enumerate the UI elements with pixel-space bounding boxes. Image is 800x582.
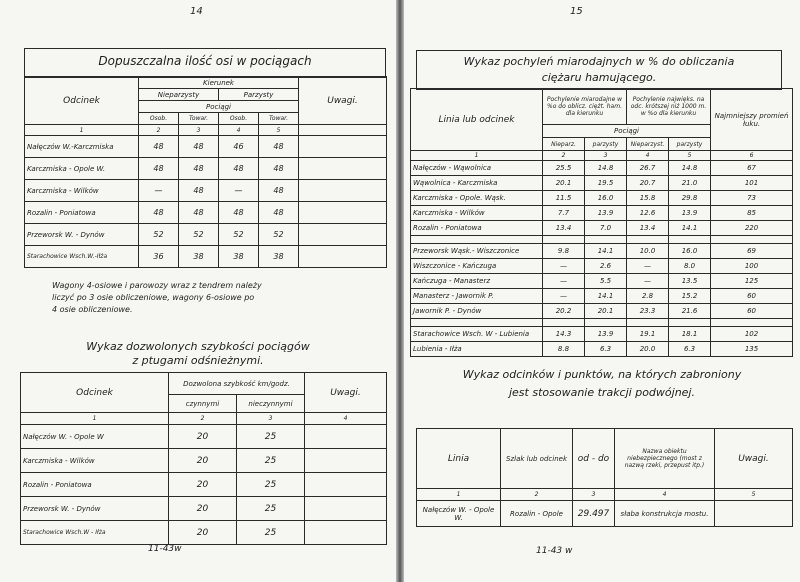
gradients-row-name: Karczmiska - Opole. Wąsk.: [411, 191, 543, 206]
gradients-cell: [669, 236, 711, 244]
gradients-row-name: Karczmiska - Wilków: [411, 206, 543, 221]
speeds-cell: 20: [169, 425, 237, 449]
speeds-remarks-cell: [305, 449, 387, 473]
axles-cell: 48: [259, 158, 299, 180]
gradients-cell: 60: [711, 289, 793, 304]
gradients-col-number: 3: [585, 151, 627, 161]
gradients-cell: [585, 319, 627, 327]
gradients-cell: 14.1: [669, 221, 711, 236]
gradients-cell: 13.4: [543, 221, 585, 236]
dangers-title-line1: Wykaz odcinków i punktów, na których zabroniony: [462, 368, 742, 381]
gradients-cell: [543, 319, 585, 327]
gradients-cell: 8.8: [543, 342, 585, 357]
gradients-cell: 19.1: [627, 327, 669, 342]
table-row: [21, 497, 387, 521]
dangers-table: [416, 428, 793, 527]
table-row: [411, 304, 793, 319]
gradients-header-col-b: Pochylenie najwięks. na odc. krótszej niż 1000 m. w %o dla kierunku: [627, 89, 711, 125]
speeds-title-line1: Wykaz dozwolonych szybkości pociągów: [86, 340, 310, 353]
axles-header-trains: Pociągi: [139, 101, 299, 113]
table-row: [417, 501, 793, 527]
gradients-cell: [627, 236, 669, 244]
table-row: [25, 224, 387, 246]
axles-cell: 46: [219, 136, 259, 158]
speeds-cell: 25: [237, 449, 305, 473]
axles-title-box: [24, 48, 386, 78]
gradients-cell: 102: [711, 327, 793, 342]
speeds-cell: 25: [237, 497, 305, 521]
gradients-cell: 26.7: [627, 161, 669, 176]
axles-cell: 48: [259, 180, 299, 202]
speeds-col-number: 1: [21, 413, 169, 425]
gradients-cell: 2.8: [627, 289, 669, 304]
axles-row-name: Karczmiska - Wilków: [25, 180, 139, 202]
gradients-cell: [711, 236, 793, 244]
footer-left: 11-43w: [148, 544, 182, 554]
dangers-cell-remarks: [715, 501, 793, 527]
gradients-cell: —: [543, 274, 585, 289]
page-number-right: 15: [570, 6, 583, 17]
gradients-cell: 13.9: [585, 327, 627, 342]
gradients-cell: 69: [711, 244, 793, 259]
right-page: [404, 0, 800, 582]
axles-cell: —: [139, 180, 179, 202]
axles-col-number: 4: [219, 125, 259, 136]
table-row: [25, 202, 387, 224]
dangers-header-line: Linia: [417, 429, 501, 489]
table-row: [21, 449, 387, 473]
gradients-col-number: 2: [543, 151, 585, 161]
speeds-row-name: Starachowice Wsch.W - Iłża: [21, 521, 169, 545]
gradients-cell: 19.5: [585, 176, 627, 191]
speeds-header-section: Odcinek: [21, 373, 169, 413]
gradients-cell: 20.7: [627, 176, 669, 191]
gradients-cell: [711, 319, 793, 327]
gradients-cell: 125: [711, 274, 793, 289]
gradients-cell: [669, 319, 711, 327]
speeds-cell: 20: [169, 521, 237, 545]
gradients-cell: 12.6: [627, 206, 669, 221]
axles-cell: 48: [259, 136, 299, 158]
gradients-row-name: Nałęczów - Wąwolnica: [411, 161, 543, 176]
table-row: [411, 161, 793, 176]
gradients-cell: 2.6: [585, 259, 627, 274]
gradients-col-number: 6: [711, 151, 793, 161]
gradients-cell: 20.2: [543, 304, 585, 319]
table-row: [411, 274, 793, 289]
dangers-header-object: Nazwa obiektu niebezpiecznego (most z nazwą rzeki, przepust itp.): [615, 429, 715, 489]
table-row: [25, 136, 387, 158]
axles-note: [52, 280, 262, 316]
gradients-header-trains: Pociągi: [543, 125, 711, 138]
gradients-cell: —: [627, 274, 669, 289]
gradients-cell: [543, 236, 585, 244]
gradients-col-number: 1: [411, 151, 543, 161]
table-row: [411, 342, 793, 357]
gradients-cell: 16.0: [585, 191, 627, 206]
speeds-cell: 20: [169, 497, 237, 521]
gradients-cell: 20.1: [585, 304, 627, 319]
gradients-row-name: Rozalin - Poniatowa: [411, 221, 543, 236]
gradients-row-name: Jawornik P. - Dynów: [411, 304, 543, 319]
gradients-cell: 13.5: [669, 274, 711, 289]
table-row: [411, 191, 793, 206]
gradients-cell: 14.3: [543, 327, 585, 342]
axles-cell: 48: [219, 158, 259, 180]
axles-cell: 48: [139, 202, 179, 224]
gradients-header-parz: parzysty: [669, 138, 711, 151]
table-row: [411, 259, 793, 274]
dangers-header-remarks: Uwagi.: [715, 429, 793, 489]
gradients-cell: —: [627, 259, 669, 274]
dangers-cell-line: Nałęczów W. - Opole W.: [417, 501, 501, 527]
gradients-cell: 6.3: [585, 342, 627, 357]
speeds-header-inactive: nieczynnymi: [237, 395, 305, 413]
speeds-col-number: 4: [305, 413, 387, 425]
table-row: [411, 221, 793, 236]
axles-row-name: Starachowice Wsch.W.-Iłża: [25, 246, 139, 268]
speeds-row-name: Przeworsk W. - Dynów: [21, 497, 169, 521]
gradients-cell: 15.2: [669, 289, 711, 304]
dangers-col-number: 1: [417, 489, 501, 501]
axles-cell: 48: [179, 158, 219, 180]
speeds-col-number: 2: [169, 413, 237, 425]
gradients-row-name: Manasterz - Jawornik P.: [411, 289, 543, 304]
dangers-header-route: Szlak lub odcinek: [501, 429, 573, 489]
axles-header-direction: Kierunek: [139, 77, 299, 89]
axles-cell: 36: [139, 246, 179, 268]
gradients-table: [410, 88, 793, 357]
dangers-cell-object: słaba konstrukcja mostu.: [615, 501, 715, 527]
gradients-header-niep: Nieparz.: [543, 138, 585, 151]
axles-header-towar: Towar.: [179, 113, 219, 125]
axles-note-line: liczyć po 3 osie obliczeniowe, wagony 6-osiowe po: [52, 293, 255, 302]
speeds-cell: 20: [169, 473, 237, 497]
gradients-cell: 18.1: [669, 327, 711, 342]
axles-col-number: 2: [139, 125, 179, 136]
book-spine: [396, 0, 404, 582]
speeds-cell: 25: [237, 425, 305, 449]
axles-cell: 38: [179, 246, 219, 268]
axles-header-towar: Towar.: [259, 113, 299, 125]
table-row: [411, 319, 793, 327]
gradients-cell: 14.8: [585, 161, 627, 176]
axles-col-number: 1: [25, 125, 139, 136]
gradients-header-niep: Nieparzyst.: [627, 138, 669, 151]
dangers-title-line2: jest stosowanie trakcji podwójnej.: [508, 386, 695, 399]
gradients-cell: 21.6: [669, 304, 711, 319]
axles-note-line: Wagony 4-osiowe i parowozy wraz z tendrem należy: [52, 281, 262, 290]
axles-remarks-cell: [299, 180, 387, 202]
axles-header-remarks: Uwagi.: [299, 77, 387, 125]
table-row: [21, 425, 387, 449]
gradients-cell: 11.5: [543, 191, 585, 206]
gradients-cell: 15.8: [627, 191, 669, 206]
gradients-cell: 10.0: [627, 244, 669, 259]
table-row: [411, 327, 793, 342]
axles-title: Dopuszczalna ilość osi w pociągach: [98, 54, 312, 68]
gradients-cell: 7.7: [543, 206, 585, 221]
axles-cell: 38: [259, 246, 299, 268]
gradients-row-name: Lubienia - Iłża: [411, 342, 543, 357]
gradients-cell: 20.0: [627, 342, 669, 357]
axles-remarks-cell: [299, 158, 387, 180]
axles-row-name: Nałęczów W.-Karczmiska: [25, 136, 139, 158]
axles-cell: 48: [219, 202, 259, 224]
speeds-remarks-cell: [305, 497, 387, 521]
dangers-col-number: 5: [715, 489, 793, 501]
dangers-cell-route: Rozalin - Opole: [501, 501, 573, 527]
speeds-remarks-cell: [305, 473, 387, 497]
gradients-cell: 13.9: [585, 206, 627, 221]
speeds-cell: 20: [169, 449, 237, 473]
dangers-col-number: 3: [573, 489, 615, 501]
speeds-row-name: Nałęczów W. - Opole W: [21, 425, 169, 449]
axles-cell: 48: [179, 202, 219, 224]
table-row: [411, 289, 793, 304]
dangers-header-km: od - do: [573, 429, 615, 489]
speeds-row-name: Karczmiska - Wilków: [21, 449, 169, 473]
axles-cell: 48: [259, 202, 299, 224]
axles-header-osob: Osob.: [139, 113, 179, 125]
gradients-cell: 21.0: [669, 176, 711, 191]
gradients-row-name: Wąwolnica - Karczmiska: [411, 176, 543, 191]
speeds-title-line2: z ptugami odśnieżnymi.: [132, 354, 264, 367]
axles-header-osob: Osob.: [219, 113, 259, 125]
gradients-header-line: Linia lub odcinek: [411, 89, 543, 151]
gradients-title-box: [416, 50, 782, 90]
axles-cell: 52: [139, 224, 179, 246]
gradients-cell: 29.8: [669, 191, 711, 206]
gradients-cell: 16.0: [669, 244, 711, 259]
gradients-header-radius: Najmniejszy promień łuku.: [711, 89, 793, 151]
gradients-cell: 20.1: [543, 176, 585, 191]
axles-row-name: Karczmiska - Opole W.: [25, 158, 139, 180]
table-row: [411, 236, 793, 244]
axles-cell: 52: [179, 224, 219, 246]
speeds-header-allowed: Dozwolona szybkość km/godz.: [169, 373, 305, 395]
axles-row-name: Przeworsk W. - Dynów: [25, 224, 139, 246]
dangers-col-number: 2: [501, 489, 573, 501]
table-row: [411, 244, 793, 259]
gradients-row-name: Przeworsk Wąsk.- Wiszczonice: [411, 244, 543, 259]
speeds-table: [20, 372, 387, 545]
speeds-remarks-cell: [305, 521, 387, 545]
footer-right: 11-43 w: [536, 546, 573, 556]
speeds-col-number: 3: [237, 413, 305, 425]
gradients-cell: 23.3: [627, 304, 669, 319]
axles-cell: —: [219, 180, 259, 202]
gradients-header-parz: parzysty: [585, 138, 627, 151]
gradients-cell: 14.1: [585, 289, 627, 304]
gradients-cell: 135: [711, 342, 793, 357]
axles-header-section: Odcinek: [25, 77, 139, 125]
page-number-left: 14: [190, 6, 203, 17]
gradients-title-line1: Wykaz pochyleń miarodajnych w % do obliczania: [463, 55, 735, 68]
axles-header-nieparzysty: Nieparzysty: [139, 89, 219, 101]
gradients-col-number: 5: [669, 151, 711, 161]
gradients-col-number: 4: [627, 151, 669, 161]
gradients-cell: 13.4: [627, 221, 669, 236]
gradients-cell: 9.8: [543, 244, 585, 259]
axles-remarks-cell: [299, 224, 387, 246]
axles-cell: 52: [219, 224, 259, 246]
gradients-cell: —: [543, 259, 585, 274]
gradients-cell: 5.5: [585, 274, 627, 289]
gradients-cell: —: [543, 289, 585, 304]
gradients-cell: 101: [711, 176, 793, 191]
speeds-cell: 25: [237, 473, 305, 497]
gradients-cell: 8.0: [669, 259, 711, 274]
axles-col-number: [299, 125, 387, 136]
gradients-header-col-a: Pochylenie miarodajne w %o do oblicz. ciężt. ham. dla kierunku: [543, 89, 627, 125]
gradients-row-name: Starachowice Wsch. W - Lubienia: [411, 327, 543, 342]
axles-cell: 48: [139, 136, 179, 158]
table-row: [21, 521, 387, 545]
gradients-row-name: Kańczuga - Manasterz: [411, 274, 543, 289]
axles-cell: 48: [179, 180, 219, 202]
axles-remarks-cell: [299, 136, 387, 158]
gradients-cell: 220: [711, 221, 793, 236]
gradients-cell: 85: [711, 206, 793, 221]
gradients-title-line2: ciężaru hamującego.: [541, 71, 657, 84]
axles-table: [24, 76, 387, 268]
axles-cell: 52: [259, 224, 299, 246]
gradients-cell: 7.0: [585, 221, 627, 236]
axles-remarks-cell: [299, 202, 387, 224]
speeds-remarks-cell: [305, 425, 387, 449]
table-row: [411, 206, 793, 221]
gradients-cell: 13.9: [669, 206, 711, 221]
gradients-cell: 14.8: [669, 161, 711, 176]
gradients-row-name: Wiszczonice - Kańczuga: [411, 259, 543, 274]
gradients-cell: 100: [711, 259, 793, 274]
axles-cell: 48: [139, 158, 179, 180]
speeds-row-name: Rozalin - Poniatowa: [21, 473, 169, 497]
gradients-cell: [627, 319, 669, 327]
gradients-cell: 73: [711, 191, 793, 206]
axles-col-number: 3: [179, 125, 219, 136]
table-row: [25, 246, 387, 268]
table-row: [21, 473, 387, 497]
gradients-row-name: [411, 319, 543, 327]
axles-cell: 38: [219, 246, 259, 268]
axles-remarks-cell: [299, 246, 387, 268]
gradients-cell: 14.1: [585, 244, 627, 259]
gradients-cell: 67: [711, 161, 793, 176]
gradients-cell: [585, 236, 627, 244]
axles-note-line: 4 osie obliczeniowe.: [52, 305, 133, 314]
gradients-cell: 6.3: [669, 342, 711, 357]
speeds-header-active: czynnymi: [169, 395, 237, 413]
speeds-cell: 25: [237, 521, 305, 545]
axles-row-name: Rozalin - Poniatowa: [25, 202, 139, 224]
axles-cell: 48: [179, 136, 219, 158]
dangers-col-number: 4: [615, 489, 715, 501]
dangers-cell-km: 29.497: [573, 501, 615, 527]
table-row: [25, 180, 387, 202]
speeds-header-remarks: Uwagi.: [305, 373, 387, 413]
gradients-cell: 60: [711, 304, 793, 319]
axles-col-number: 5: [259, 125, 299, 136]
left-page: [0, 0, 396, 582]
table-row: [25, 158, 387, 180]
gradients-row-name: [411, 236, 543, 244]
gradients-cell: 25.5: [543, 161, 585, 176]
table-row: [411, 176, 793, 191]
axles-header-parzysty: Parzysty: [219, 89, 299, 101]
